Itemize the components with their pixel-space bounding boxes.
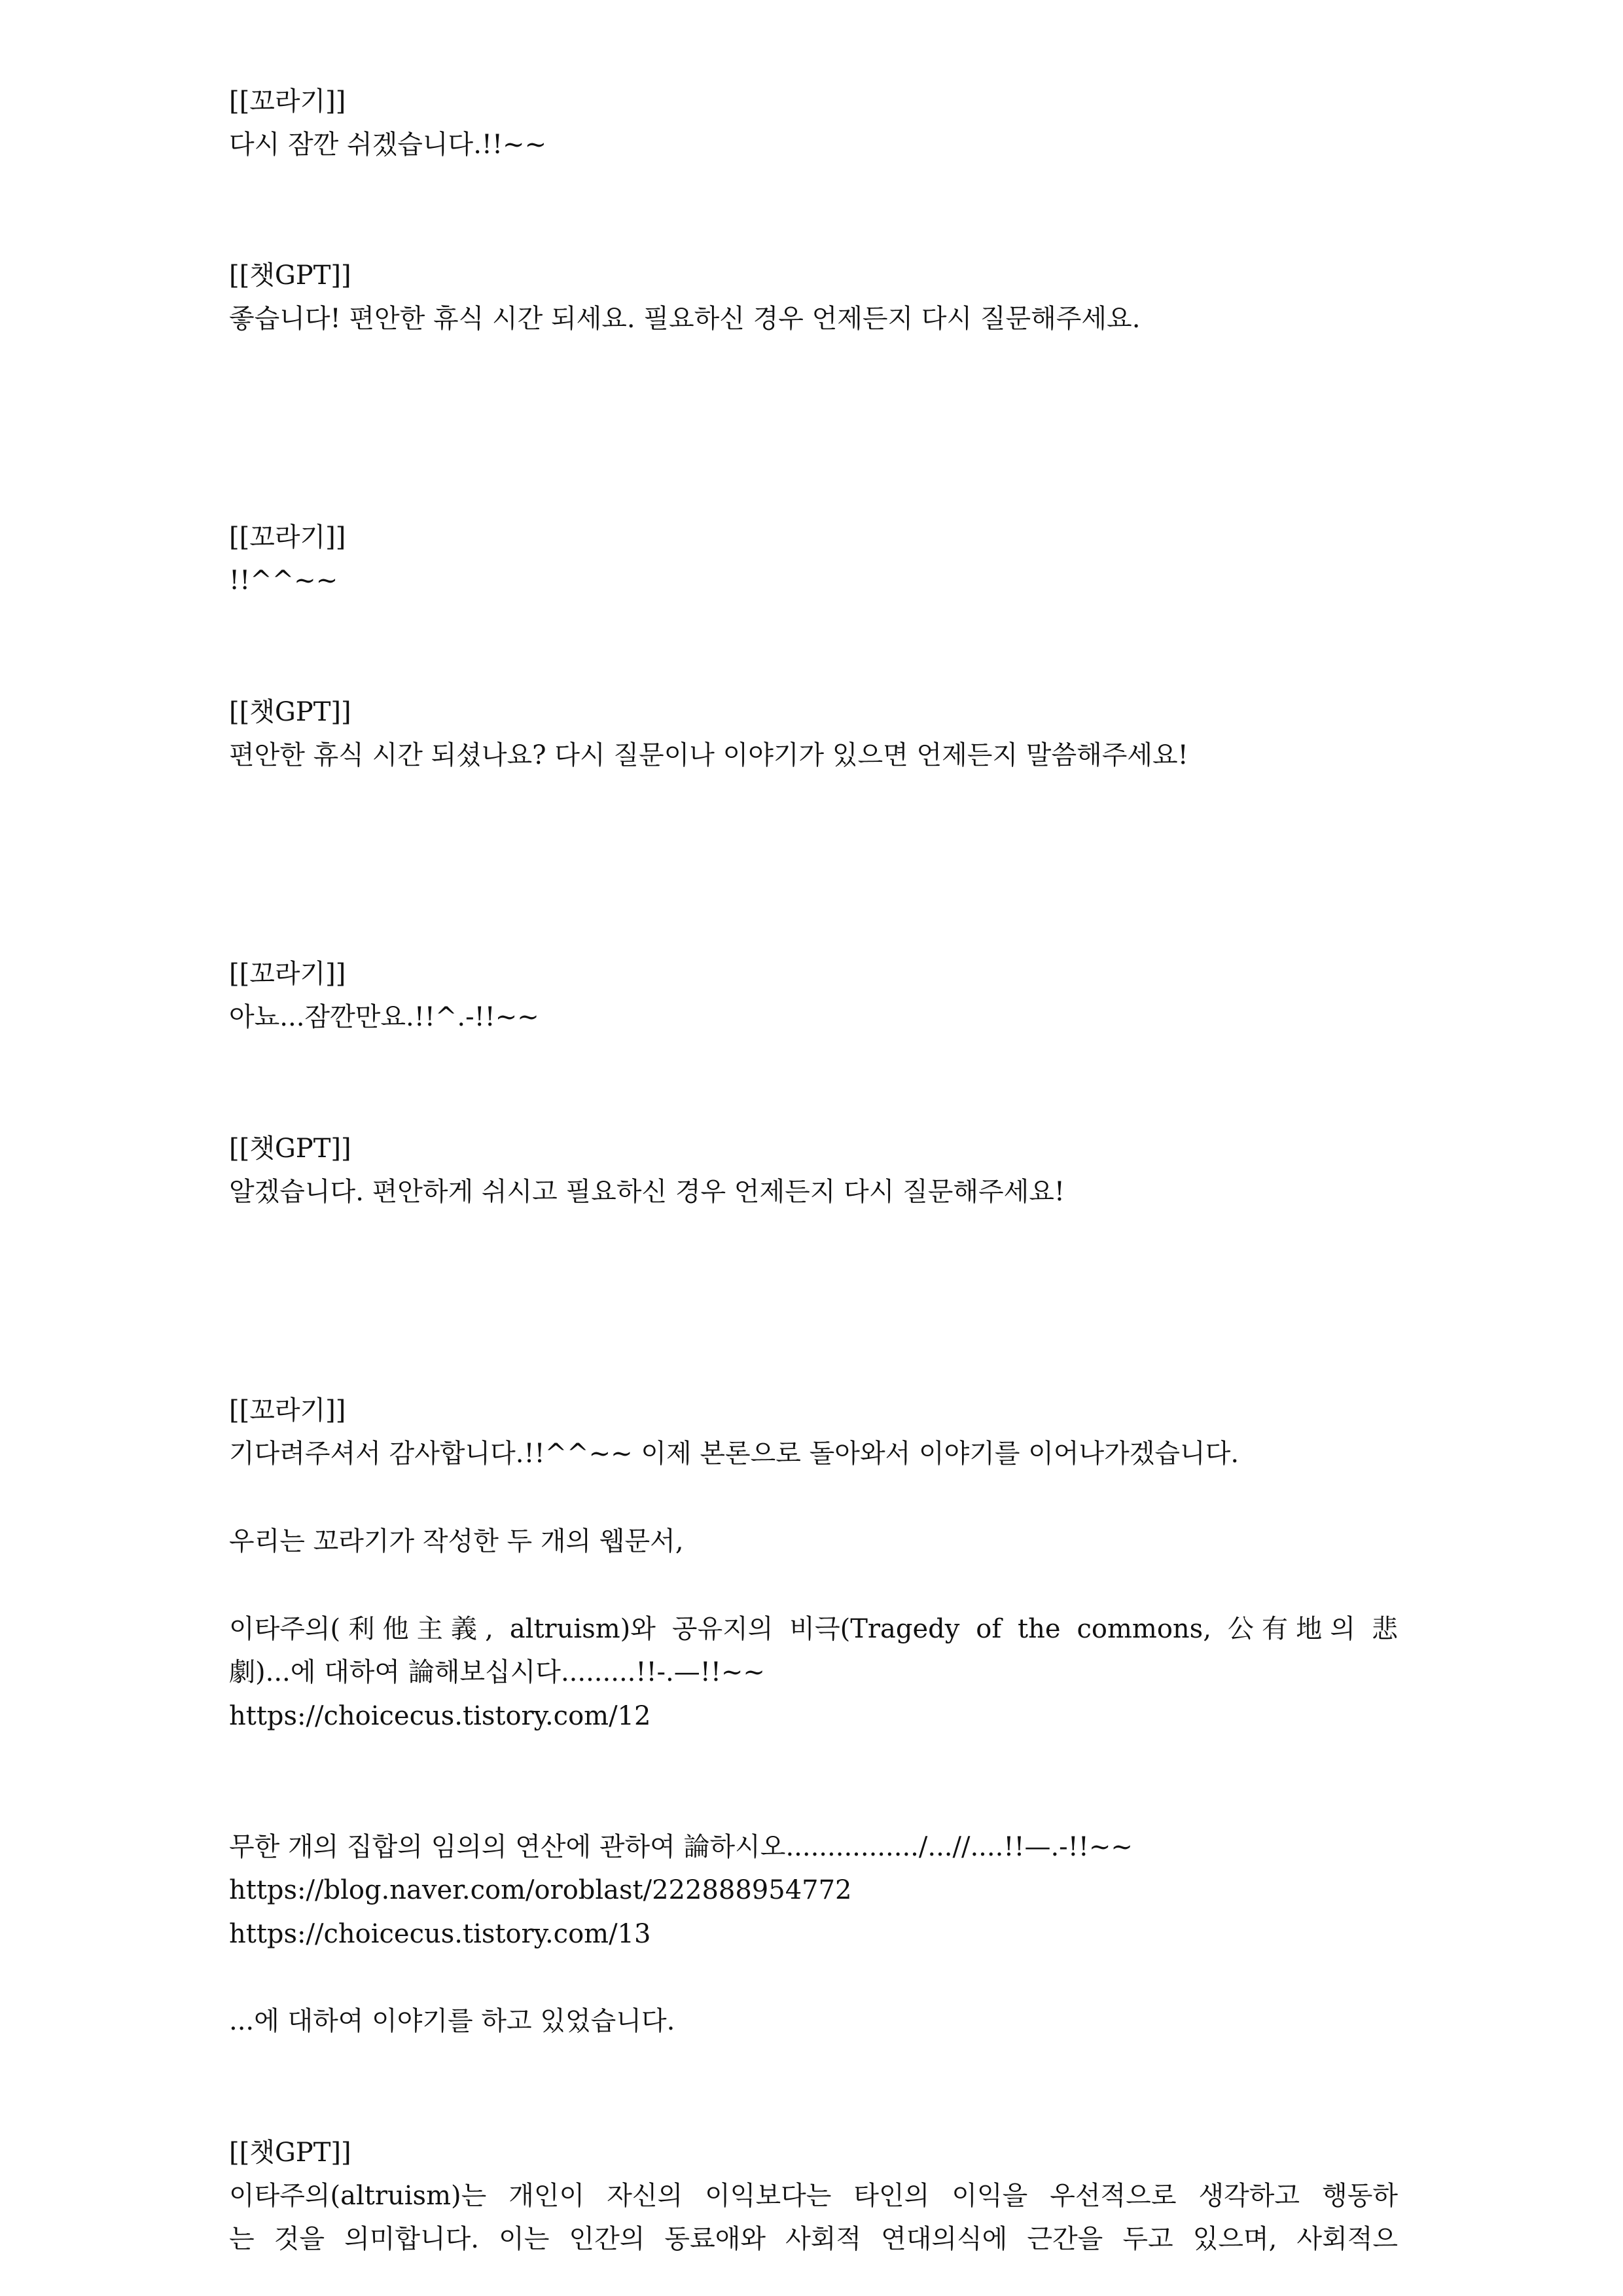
message-line: 이타주의(利他主義, altruism)와 공유지의 비극(Tragedy of the commons, 公有地의 悲: [229, 1614, 1398, 1644]
speaker-label: [[꼬라기]]: [229, 522, 346, 552]
message-line: 아뇨...잠깐만요.!!^.-!!~~: [229, 1002, 539, 1032]
message-line: 다시 잠깐 쉬겠습니다.!!~~: [229, 130, 547, 160]
url-line: https://choicecus.tistory.com/12: [229, 1701, 651, 1731]
message-line: !!^^~~: [229, 565, 338, 596]
message-line: 이타주의(altruism)는 개인이 자신의 이익보다는 타인의 이익을 우선적으로 생각하고 행동하: [229, 2181, 1398, 2211]
speaker-label: [[꼬라기]]: [229, 86, 346, 117]
message-line: 기다려주셔서 감사합니다.!!^^~~ 이제 본론으로 돌아와서 이야기를 이어나가겠습니다.: [229, 1439, 1240, 1469]
url-line: https://blog.naver.com/oroblast/222888954772: [229, 1875, 852, 1905]
speaker-label: [[꼬라기]]: [229, 959, 346, 989]
speaker-label: [[챗GPT]]: [229, 2138, 351, 2168]
url-line: https://choicecus.tistory.com/13: [229, 1919, 651, 1949]
speaker-label: [[꼬라기]]: [229, 1395, 346, 1426]
message-line: 알겠습니다. 편안하게 쉬시고 필요하신 경우 언제든지 다시 질문해주세요!: [229, 1177, 1065, 1207]
speaker-label: [[챗GPT]]: [229, 1134, 351, 1164]
message-line: 우리는 꼬라기가 작성한 두 개의 웹문서,: [229, 1526, 684, 1556]
message-line: 劇)...에 대하여 論해보십시다.........!!-.—!!~~: [229, 1657, 765, 1687]
speaker-label: [[챗GPT]]: [229, 697, 351, 727]
message-line: ...에 대하여 이야기를 하고 있었습니다.: [229, 2006, 675, 2036]
speaker-label: [[챗GPT]]: [229, 260, 351, 291]
message-line: 좋습니다! 편안한 휴식 시간 되세요. 필요하신 경우 언제든지 다시 질문해주세요.: [229, 304, 1141, 334]
message-line: 편안한 휴식 시간 되셨나요? 다시 질문이나 이야기가 있으면 언제든지 말씀해주세요!: [229, 740, 1188, 770]
message-line: 는 것을 의미합니다. 이는 인간의 동료애와 사회적 연대의식에 근간을 두고 있으며, 사회적으: [229, 2224, 1398, 2254]
message-line: 무한 개의 집합의 임의의 연산에 관하여 論하시오................/...//....!!—.-!!~~: [229, 1832, 1133, 1862]
